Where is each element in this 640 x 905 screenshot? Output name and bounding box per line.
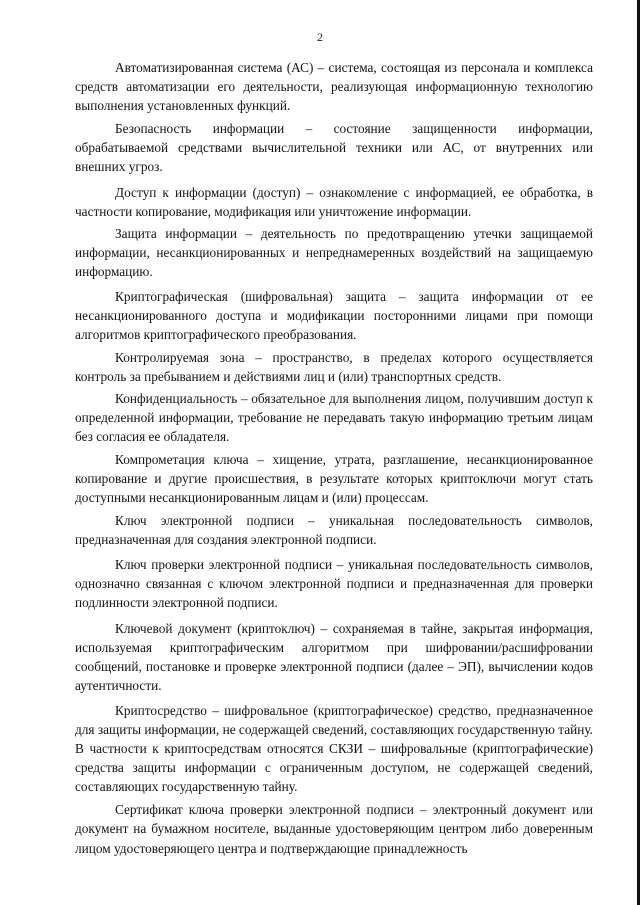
- document-body: [75, 58, 593, 858]
- paragraph-signature-key: Ключ электронной подписи – уникальная последовательность символов, предназначенная для создания электронной подписи.: [75, 513, 593, 548]
- paragraph-cryptographic-protection: Криптографическая (шифровальная) защита – защита информации от ее несанкционированного доступа и модификации посторонними лицами при помощи алгоритмов криптографического преобразования.: [75, 289, 593, 343]
- paragraph-confidentiality: Конфиденциальность – обязательное для выполнения лицом, получившим доступ к определенной информации, требование не передавать такую информацию третьим лицам без согласия ее обладателя.: [75, 390, 593, 444]
- paragraph-crypto-tool: Криптосредство – шифровальное (криптографическое) средство, предназначенное для защиты информации, не содержащей сведений, составляющих государственную тайну. В частности к криптосредствам относятся СКЗИ – шифровальные (криптографические) средства защиты информации с ограниченным доступом, не содержащей сведений, составляющих государственную тайну.: [75, 702, 593, 795]
- paragraph-key-document: Ключевой документ (криптоключ) – сохраняемая в тайне, закрытая информация, используемая криптографическим алгоритмом при шифровании/расшифровании сообщений, постановке и проверке электронной подписи (далее – ЭП), вычислении кодов аутентичности.: [75, 620, 593, 693]
- paragraph-certificate: Сертификат ключа проверки электронной подписи – электронный документ или документ на бумажном носителе, выданные удостоверяющим центром либо доверенным лицом удостоверяющего центра и подтверждающие принадлежность: [75, 802, 593, 856]
- paragraph-automated-system: Автоматизированная система (АС) – система, состоящая из персонала и комплекса средств автоматизации его деятельности, реализующая информационную технологию выполнения установленных функций.: [75, 60, 593, 114]
- paragraph-information-security: Безопасность информации – состояние защищенности информации, обрабатываемой средствами вычислительной техники или АС, от внутренних или внешних угроз.: [75, 121, 593, 175]
- paragraph-verification-key: Ключ проверки электронной подписи – уникальная последовательность символов, однозначно связанная с ключом электронной подписи и предназначенная для проверки подлинности электронной подписи.: [75, 557, 593, 611]
- page-number: 2: [317, 30, 323, 44]
- paragraph-information-protection: Защита информации – деятельность по предотвращению утечки защищаемой информации, несанкционированных и непреднамеренных воздействий на защищаемую информацию.: [75, 225, 593, 279]
- paragraph-access: Доступ к информации (доступ) – ознакомление с информацией, ее обработка, в частности копирование, модификация или уничтожение информации.: [75, 184, 593, 219]
- paragraph-controlled-zone: Контролируемая зона – пространство, в пределах которого осуществляется контроль за пребыванием и действиями лиц и (или) транспортных средств.: [75, 350, 593, 385]
- paragraph-key-compromise: Компрометация ключа – хищение, утрата, разглашение, несанкционированное копирование и другие происшествия, в результате которых криптоключи могут стать доступными несанкционированным лицам и (или) процессам.: [75, 451, 593, 505]
